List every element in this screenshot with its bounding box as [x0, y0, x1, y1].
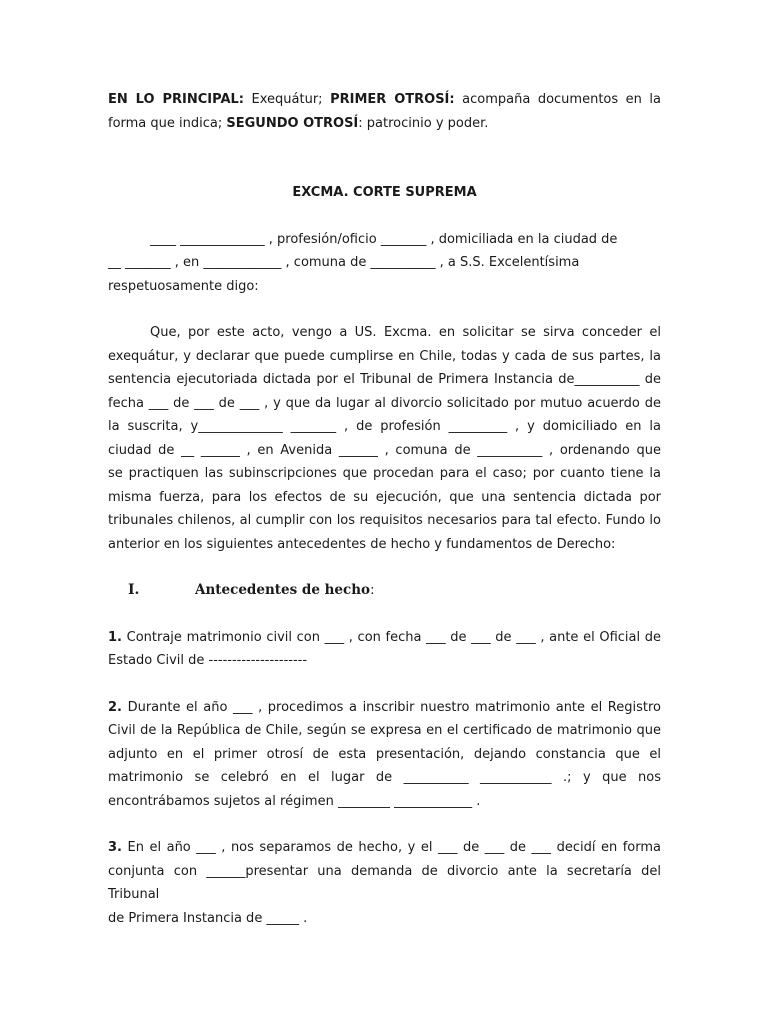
document-page — [108, 88, 661, 930]
segundo-otrosi-label: SEGUNDO OTROSÍ — [226, 115, 359, 131]
fact-line: adjunto en el primer otrosí de esta presentación, dejando constancia que el — [108, 746, 661, 762]
petition-line: exequátur, y declarar que puede cumplirse en Chile, todas y cada de sus partes, la — [108, 348, 661, 364]
petition-line: sentencia ejecutoriada dictada por el Tribunal de Primera Instancia de__________ de — [108, 372, 661, 387]
fact-number: 2. — [108, 699, 122, 715]
fact-line: matrimonio se celebró en el lugar de __________ ___________ .; y que nos — [108, 770, 661, 785]
petition-line: la suscrita, y_____________ _______ , de profesión _________ , y domiciliado en la — [108, 419, 661, 434]
fact-line — [108, 836, 661, 860]
fact-line — [108, 696, 661, 720]
fact-line: Civil de la República de Chile, según se expresa en el certificado de matrimonio que — [108, 723, 661, 738]
intro-line: respetuosamente digo: — [108, 278, 259, 294]
header-line-2 — [108, 112, 661, 136]
fact-line — [108, 626, 661, 650]
primer-otrosi-label: PRIMER OTROSÍ: — [330, 92, 455, 107]
fact-line: de Primera Instancia de _____ . — [108, 910, 308, 926]
header-line-1 — [108, 88, 661, 112]
fact-line: conjunta con ______presentar una demanda de divorcio ante la secretaría del Tribunal — [108, 863, 661, 902]
petition-paragraph — [108, 321, 661, 556]
section-number: I. — [128, 582, 140, 598]
header-text: Exequátur; — [244, 92, 331, 107]
intro-paragraph — [108, 228, 661, 299]
document-header — [108, 88, 661, 135]
fact-item-1 — [108, 626, 661, 673]
fact-text: Contraje matrimonio civil con ___ , con fecha ___ de ___ de ___ , ante el Oficial de — [121, 629, 661, 645]
petition-line: ciudad de __ ______ , en Avenida ______ , comuna de __________ , ordenando que — [108, 442, 661, 458]
fact-text: En el año ___ , nos separamos de hecho, y el ___ de ___ de ___ decidí en forma — [121, 840, 661, 855]
fact-text: Durante el año ___ , procedimos a inscribir nuestro matrimonio ante el Registro — [121, 699, 661, 715]
header-text: forma que indica; — [108, 115, 227, 131]
fact-item-2 — [108, 696, 661, 814]
fact-item-3 — [108, 836, 661, 930]
fact-line: Estado Civil de --------------------- — [108, 653, 308, 668]
header-text: acompaña documentos en la — [454, 92, 662, 107]
header-text: : patrocinio y poder. — [358, 115, 489, 131]
intro-line: ____ _____________ , profesión/oficio _______ , domiciliada en la ciudad de — [150, 231, 618, 247]
section-heading — [108, 579, 661, 603]
petition-line: misma fuerza, para los efectos de su ejecución, que una sentencia dictada por — [108, 489, 661, 505]
petition-line: anterior en los siguientes antecedentes de hecho y fundamentos de Derecho: — [108, 536, 616, 552]
petition-line: Que, por este acto, vengo a US. Excma. en solicitar se sirva conceder el — [150, 325, 661, 340]
section-colon: : — [370, 583, 375, 598]
petition-line: fecha ___ de ___ de ___ , y que da lugar al divorcio solicitado por mutuo acuerdo de — [108, 395, 661, 411]
section-title: Antecedentes de hecho — [195, 582, 371, 598]
intro-line: __ _______ , en ____________ , comuna de __________ , a S.S. Excelentísima — [108, 255, 580, 270]
petition-line: tribunales chilenos, al cumplir con los requisitos necesarios para tal efecto. Fundo lo — [108, 513, 661, 528]
fact-number: 1. — [108, 629, 122, 645]
fact-line: encontrábamos sujetos al régimen ________ ____________ . — [108, 793, 481, 809]
petition-line: se practiquen las subinscripciones que procedan para el caso; por cuanto tiene la — [108, 466, 661, 481]
en-lo-principal-label: EN LO PRINCIPAL: — [108, 92, 244, 107]
court-title: EXCMA. CORTE SUPREMA — [292, 185, 477, 200]
fact-number: 3. — [108, 840, 122, 855]
